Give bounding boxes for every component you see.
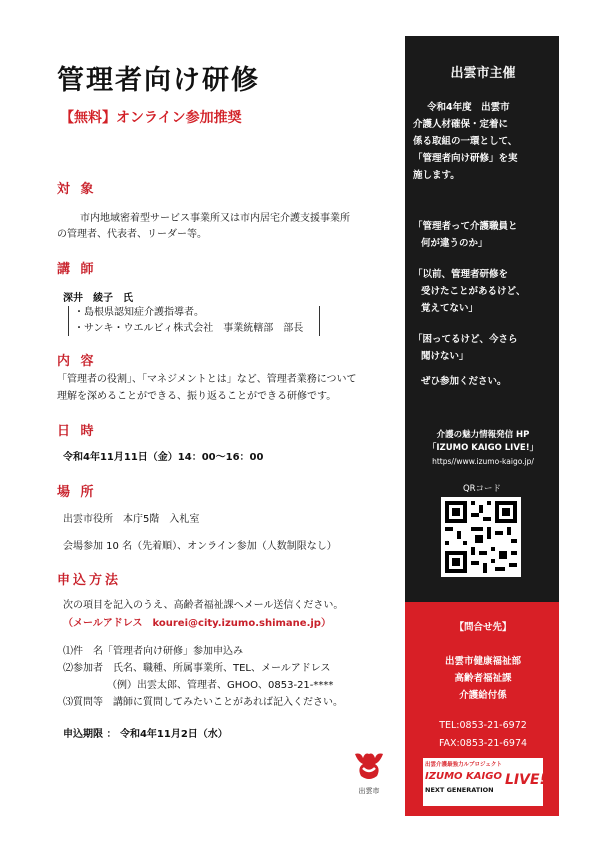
target-line-2: の管理者、代表者、リーダー等。	[57, 229, 207, 240]
banner-top: 出雲介護最強力ルプロジェクト	[425, 762, 502, 768]
heading-apply: 申込方法	[57, 573, 122, 588]
logo-caption: 出雲市	[358, 787, 380, 795]
sidebar-closing: ぜひ参加ください。	[421, 376, 507, 387]
banner-main: IZUMO KAIGO	[425, 771, 502, 782]
lecturer-name: 深井 綾子 氏	[63, 293, 133, 304]
page-title: 管理者向け研修	[57, 65, 260, 96]
sidebar-intro-4: 「管理者向け研修」を実	[413, 153, 518, 164]
apply-item-1: ⑴件 名「管理者向け研修」参加申込み	[63, 646, 243, 657]
place-capacity: 会場参加 10 名（先着順）、オンライン参加（人数制限なし）	[63, 541, 337, 552]
sidebar-quote-1-line-2: 何が違うのか」	[421, 238, 488, 249]
datetime-value: 令和4年11月11日（金）14：00〜16：00	[63, 452, 264, 463]
heading-lecturer: 講 師	[57, 262, 97, 277]
lecturer-detail-2: ・サンキ・ウエルビィ株式会社 事業統轄部 部長	[74, 323, 304, 334]
sidebar-quote-2-line-2: 受けたことがあるけど、	[421, 286, 526, 297]
sidebar-quote-3-line-1: 「困ってるけど、今さら	[413, 334, 518, 345]
izumo-emblem-icon	[353, 748, 385, 782]
izumo-city-logo	[353, 748, 385, 795]
heading-datetime: 日 時	[57, 424, 97, 439]
contact-fax: FAX:0853-21-6974	[438, 738, 528, 749]
sidebar-host: 出雲市主催	[450, 66, 516, 81]
qr-code-icon	[441, 497, 521, 577]
apply-item-2: ⑵参加者 氏名、職種、所属事業所、TEL、メールアドレス	[63, 663, 331, 674]
izumo-kaigo-live-banner	[423, 758, 546, 806]
sidebar-intro-3: 係る取組の一環として、	[413, 136, 518, 147]
contact-heading: 【問合せ先】	[454, 622, 512, 633]
sidebar-hp-1: 介護の魅力情報発信 HP	[436, 430, 530, 440]
lecturer-detail-1: ・島根県認知症介護指導者。	[74, 307, 204, 318]
sidebar-quote-2-line-1: 「以前、管理者研修を	[413, 269, 509, 280]
apply-email[interactable]: （メールアドレス kourei@city.izumo.shimane.jp）	[63, 618, 331, 629]
qr-label: QRコード	[462, 484, 502, 494]
apply-deadline: 申込期限 ： 令和4年11月2日（水）	[63, 729, 228, 740]
apply-item-example: （例）出雲太郎、管理者、GHOO、0853-21-****	[107, 680, 334, 691]
apply-intro: 次の項目を記入のうえ、高齢者福祉課へメール送信ください。	[63, 600, 344, 611]
sidebar-intro-2: 介護人材確保・定着に	[413, 119, 509, 130]
sidebar-hp-2: 「IZUMO KAIGO LIVE!」	[427, 443, 539, 453]
sidebar-dark-panel	[405, 36, 559, 602]
place-venue: 出雲市役所 本庁5階 入札室	[63, 514, 200, 525]
sidebar-intro-1: 令和4年度 出雲市	[427, 102, 510, 113]
sidebar-quote-2-line-3: 覚えてない」	[421, 303, 479, 314]
qr-code[interactable]	[441, 497, 521, 577]
apply-item-3: ⑶質問等 講師に質問してみたいことがあれば記入ください。	[63, 697, 343, 708]
contact-line-2: 高齢者福祉課	[454, 673, 512, 684]
sidebar-hp-url[interactable]: https//www.izumo-kaigo.jp/	[432, 457, 534, 466]
sidebar-quote-1-line-1: 「管理者って介護職員と	[413, 221, 518, 232]
contact-tel[interactable]: TEL:0853-21-6972	[439, 720, 527, 731]
banner-sub: NEXT GENERATION	[425, 786, 494, 794]
sidebar-intro-5: 施します。	[413, 170, 460, 181]
banner-live: LIVE!	[505, 772, 546, 788]
heading-place: 場 所	[57, 485, 97, 500]
sidebar	[405, 36, 559, 816]
sidebar-quote-3-line-2: 聞けない」	[421, 351, 469, 362]
content-line-1: 「管理者の役割」、「マネジメントとは」など、管理者業務について	[57, 374, 357, 385]
contact-line-1: 出雲市健康福祉部	[444, 656, 521, 667]
contact-line-3: 介護給付係	[459, 690, 507, 701]
heading-target: 対 象	[57, 182, 97, 197]
content-line-2: 理解を深めることができる、振り返ることができる研修です。	[57, 391, 337, 402]
subtitle: 【無料】オンライン参加推奨	[60, 110, 242, 126]
heading-content: 内 容	[57, 354, 97, 369]
target-line-1: 市内地域密着型サービス事業所又は市内居宅介護支援事業所	[80, 213, 350, 224]
